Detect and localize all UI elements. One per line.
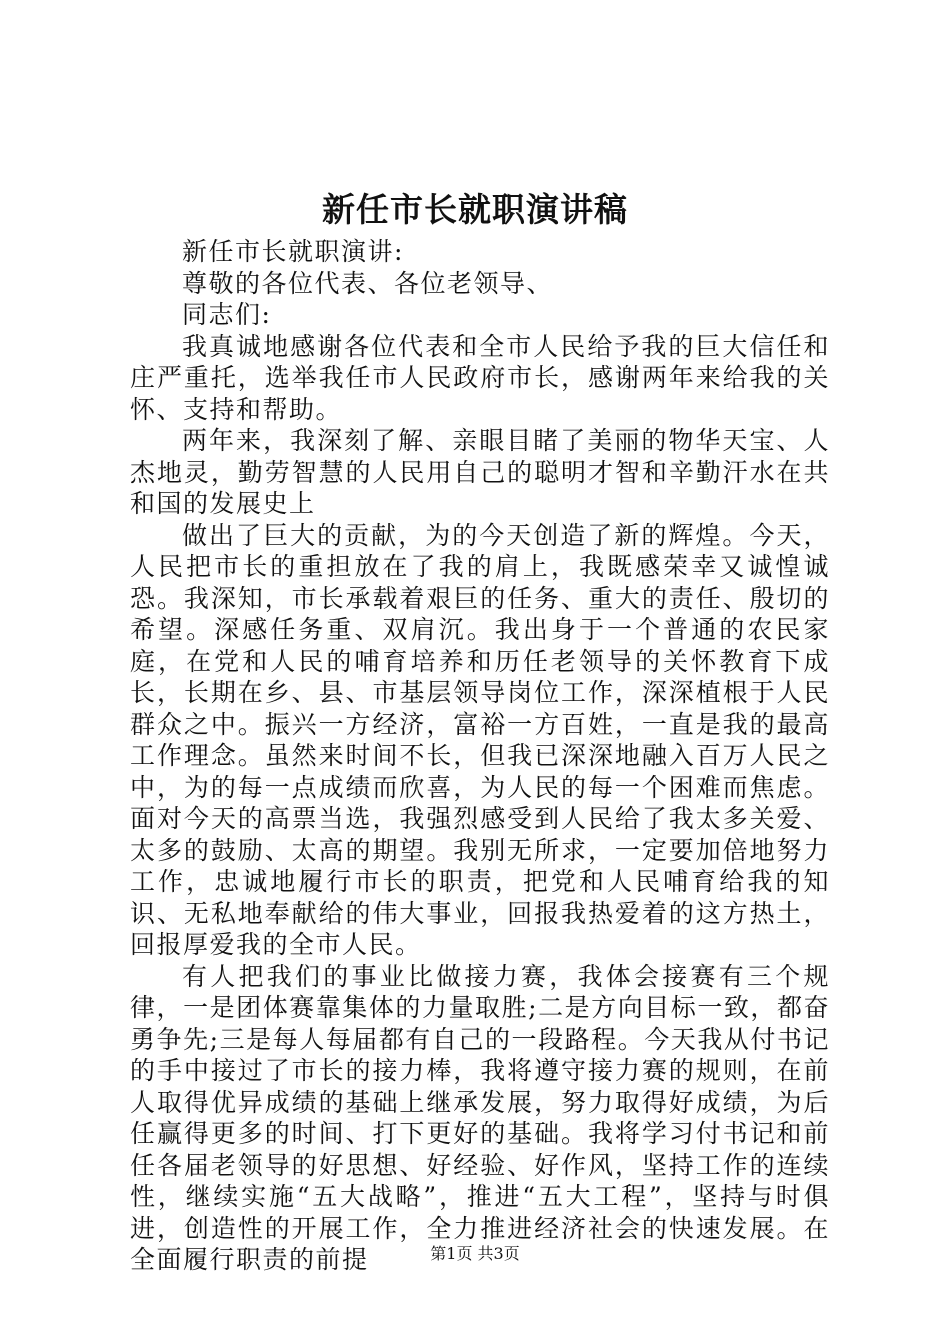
body-paragraph: 两年来，我深刻了解、亲眼目睹了美丽的物华天宝、人杰地灵，勤劳智慧的人民用自己的聪明才智和辛勤汗水在共和国的发展史上 [130, 426, 830, 518]
page-number-footer: 第1页 共3页 [430, 1244, 520, 1263]
salutation-heading: 新任市长就职演讲: [182, 237, 404, 266]
document-title: 新任市长就职演讲稿 [322, 190, 628, 229]
salutation-line: 尊敬的各位代表、各位老领导、 [182, 268, 554, 298]
salutation-line: 同志们: [182, 300, 272, 329]
body-paragraph: 我真诚地感谢各位代表和全市人民给予我的巨大信任和庄严重托，选举我任市人民政府市长，感谢两年来给我的关怀、支持和帮助。 [130, 331, 830, 424]
document-body [130, 236, 830, 1276]
body-paragraph: 做出了巨大的贡献，为的今天创造了新的辉煌。今天，人民把市长的重担放在了我的肩上，我既感荣幸又诚惶诚恐。我深知，市长承载着艰巨的任务、重大的责任、殷切的希望。深感任务重、双肩沉。我出身于一个普通的农民家庭，在党和人民的哺育培养和历任老领导的关怀教育下成长，长期在乡、县、市基层领导岗位工作，深深植根于人民群众之中。振兴一方经济，富裕一方百姓，一直是我的最高工作理念。虽然来时间不长，但我已深深地融入百万人民之中，为的每一点成绩而欣喜，为人民的每一个困难而焦虑。面对今天的高票当选，我强烈感受到人民给了我太多关爱、太多的鼓励、太高的期望。我别无所求，一定要加倍地努力工作，忠诚地履行市长的职责，把党和人民哺育给我的知识、无私地奉献给的伟大事业，回报我热爱着的这方热土，回报厚爱我的全市人民。 [130, 520, 830, 959]
body-paragraph: 有人把我们的事业比做接力赛，我体会接赛有三个规律，一是团体赛靠集体的力量取胜;二是方向目标一致，都奋勇争先;三是每人每届都有自己的一段路程。今天我从付书记的手中接过了市长的接力棒，我将遵守接力赛的规则，在前人取得优异成绩的基础上继承发展，努力取得好成绩，为后任赢得更多的时间、打下更好的基础。我将学习付书记和前任各届老领导的好思想、好经验、好作风，坚持工作的连续性，继续实施“五大战略”，推进“五大工程”，坚持与时俱进，创造性的开展工作，全力推进经济社会的快速发展。在全面履行职责的前提 [130, 961, 830, 1274]
